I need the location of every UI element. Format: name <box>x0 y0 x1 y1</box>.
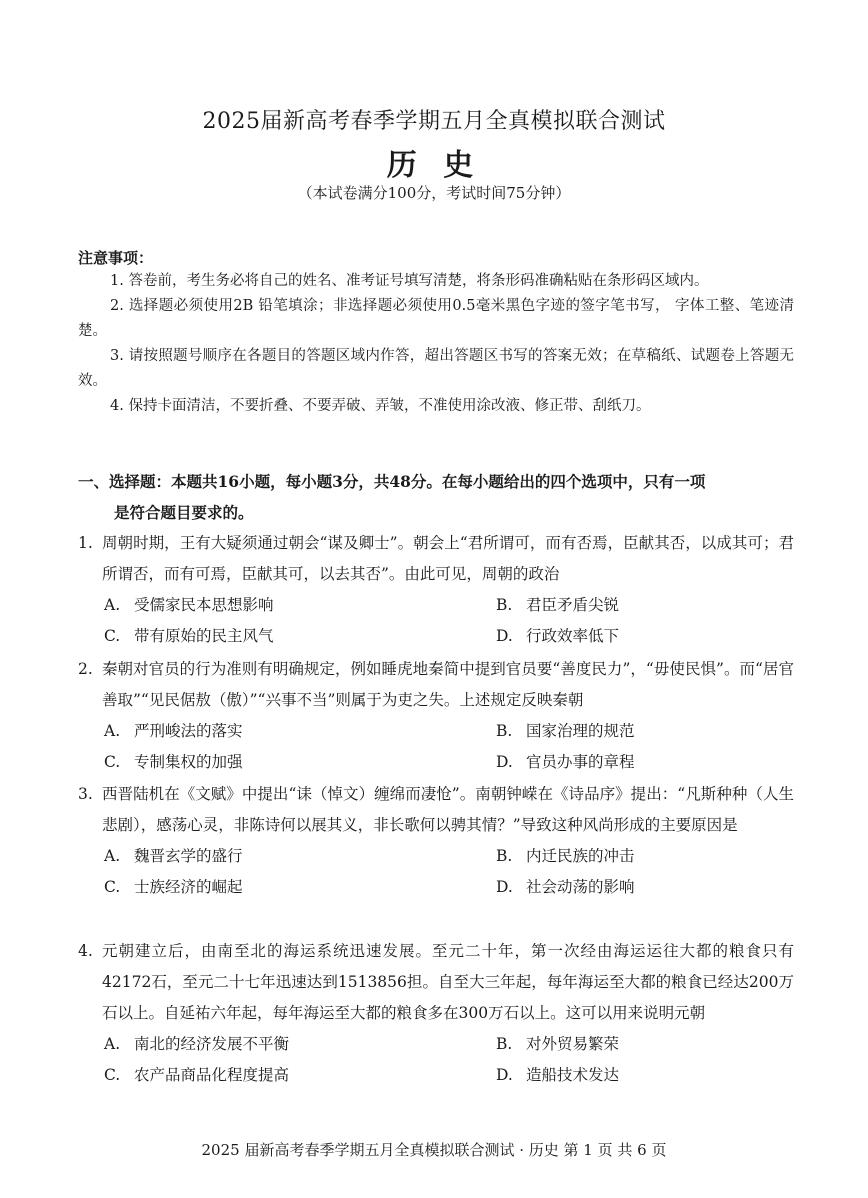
option-a[interactable] <box>104 590 496 621</box>
option-a[interactable] <box>104 841 496 872</box>
option-text: 严刑峻法的落实 <box>134 722 243 740</box>
option-d[interactable] <box>496 872 796 903</box>
option-d[interactable] <box>496 621 796 652</box>
option-c[interactable] <box>104 1060 496 1091</box>
option-label: B. <box>496 722 513 740</box>
option-label: C. <box>104 753 121 771</box>
option-text: 带有原始的民主风气 <box>134 627 274 645</box>
option-text: 士族经济的崛起 <box>134 878 243 896</box>
option-label: B. <box>496 847 513 865</box>
option-text: 社会动荡的影响 <box>526 878 635 896</box>
option-b[interactable] <box>496 716 796 747</box>
question-1 <box>78 528 794 652</box>
option-b[interactable] <box>496 841 796 872</box>
option-label: A. <box>104 1035 121 1053</box>
option-c[interactable] <box>104 747 496 778</box>
question-text: 元朝建立后，由南至北的海运系统迅速发展。至元二十年，第一次经由海运运往大都的粮食只有42172石，至元二十七年迅速达到1513856担。自至大三年起，每年海运至大都的粮食已经达200万石以上。自延祐六年起，每年海运至大都的粮食多在300万石以上。这可以用来说明元朝 <box>102 942 794 1022</box>
option-label: C. <box>104 1066 121 1084</box>
section-heading-line1: 一、选择题：本题共16小题，每小题3分，共48分。在每小题给出的四个选项中，只有一项 <box>78 472 706 491</box>
question-number: 4. <box>78 942 93 960</box>
option-label: D. <box>496 753 513 771</box>
option-d[interactable] <box>496 747 796 778</box>
options <box>78 1029 794 1091</box>
question-2 <box>78 654 794 778</box>
question-text: 西晋陆机在《文赋》中提出“诔（悼文）缠绵而凄怆”。南朝钟嵘在《诗品序》提出：“凡斯种种（人生悲剧），感荡心灵，非陈诗何以展其义，非长歌何以骋其情？”导致这种风尚形成的主要原因是 <box>102 785 794 834</box>
option-label: A. <box>104 596 121 614</box>
option-text: 造船技术发达 <box>526 1066 620 1084</box>
notice-item: 2. 选择题必须使用2B 铅笔填涂；非选择题必须使用0.5毫米黑色字迹的签字笔书写， 字体工整、笔迹清楚。 <box>78 298 794 339</box>
option-a[interactable] <box>104 716 496 747</box>
option-text: 官员办事的章程 <box>526 753 635 771</box>
option-text: 君臣矛盾尖锐 <box>526 596 620 614</box>
question-text: 周朝时期，王有大疑须通过朝会“谋及卿士”。朝会上“君所谓可，而有否焉，臣献其否，以成其可；君所谓否，而有可焉，臣献其可，以去其否”。由此可见，周朝的政治 <box>102 534 794 583</box>
question-stem <box>78 528 794 590</box>
options <box>78 590 794 652</box>
question-text: 秦朝对官员的行为准则有明确规定，例如睡虎地秦简中提到官员要“善度民力”，“毋使民惧”。而“居官善取”“见民倨敖（傲）”“兴事不当”则属于为吏之失。上述规定反映秦朝 <box>102 660 794 709</box>
option-text: 受儒家民本思想影响 <box>134 596 274 614</box>
question-stem <box>78 779 794 841</box>
section-heading-line2: 是符合题目要求的。 <box>114 503 254 522</box>
option-c[interactable] <box>104 872 496 903</box>
option-b[interactable] <box>496 1029 796 1060</box>
options <box>78 841 794 903</box>
notice-item: 4. 保持卡面清洁，不要折叠、不要弄破、弄皱，不准使用涂改液、修正带、刮纸刀。 <box>110 398 651 414</box>
option-label: C. <box>104 878 121 896</box>
notice-list <box>78 269 794 419</box>
option-a[interactable] <box>104 1029 496 1060</box>
question-4 <box>78 936 794 1091</box>
option-d[interactable] <box>496 1060 796 1091</box>
question-number: 2. <box>78 660 93 678</box>
question-stem <box>78 936 794 1029</box>
option-text: 对外贸易繁荣 <box>526 1035 620 1053</box>
question-number: 3. <box>78 785 93 803</box>
option-b[interactable] <box>496 590 796 621</box>
option-text: 内迁民族的冲击 <box>526 847 635 865</box>
page-footer: 2025 届新高考春季学期五月全真模拟联合测试 · 历史 第 1 页 共 6 页 <box>201 1141 667 1159</box>
option-c[interactable] <box>104 621 496 652</box>
question-3 <box>78 779 794 903</box>
option-label: D. <box>496 1066 513 1084</box>
option-label: A. <box>104 847 121 865</box>
option-label: B. <box>496 1035 513 1053</box>
option-text: 专制集权的加强 <box>134 753 243 771</box>
subject-title: 历 史 <box>386 148 482 183</box>
question-stem <box>78 654 794 716</box>
option-text: 农产品商品化程度提高 <box>134 1066 290 1084</box>
options <box>78 716 794 778</box>
option-text: 国家治理的规范 <box>526 722 635 740</box>
exam-title: 2025届新高考春季学期五月全真模拟联合测试 <box>202 109 666 134</box>
option-text: 魏晋玄学的盛行 <box>134 847 243 865</box>
score-time-note: （本试卷满分100分，考试时间75分钟） <box>297 184 571 202</box>
option-label: B. <box>496 596 513 614</box>
option-label: C. <box>104 627 121 645</box>
option-label: A. <box>104 722 121 740</box>
option-label: D. <box>496 878 513 896</box>
option-text: 行政效率低下 <box>526 627 620 645</box>
notice-heading: 注意事项： <box>78 249 154 267</box>
option-label: D. <box>496 627 513 645</box>
section-heading <box>78 466 794 528</box>
notice-item: 3. 请按照题号顺序在各题目的答题区域内作答，超出答题区书写的答案无效；在草稿纸、试题卷上答题无效。 <box>78 348 794 389</box>
question-number: 1. <box>78 534 93 552</box>
notice-item: 1. 答卷前，考生务必将自己的姓名、准考证号填写清楚，将条形码准确粘贴在条形码区域内。 <box>110 273 709 289</box>
option-text: 南北的经济发展不平衡 <box>134 1035 290 1053</box>
